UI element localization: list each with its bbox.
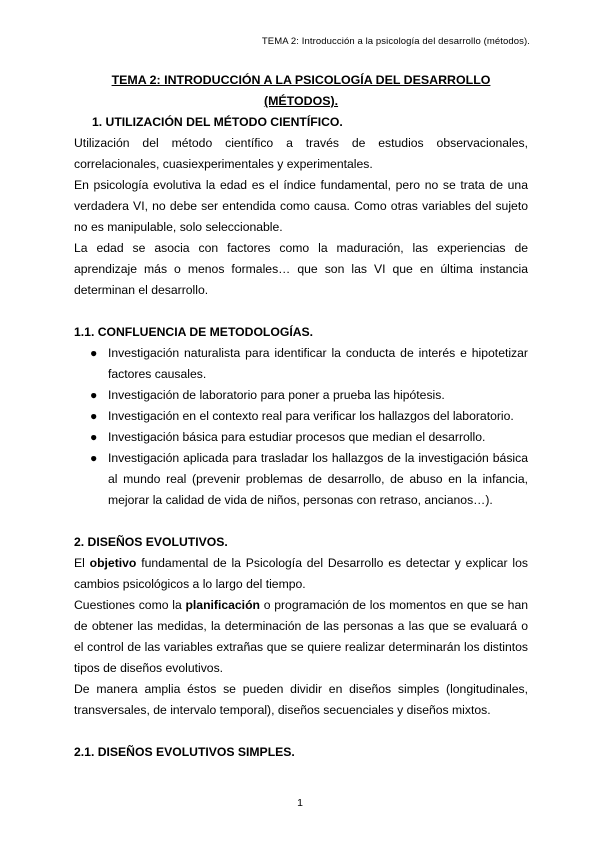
list-item: ● Investigación naturalista para identificar la conducta de interés e hipotetizar factores causales. — [108, 343, 528, 385]
page-number: 1 — [297, 797, 303, 809]
document-title: TEMA 2: INTRODUCCIÓN A LA PSICOLOGÍA DEL DESARROLLO (MÉTODOS). — [111, 73, 491, 108]
paragraph: Cuestiones como la planificación o programación de los momentos en que se han de obtener las medidas, la determinación de las personas a las que se evaluará o el control de las variables extrañas que se quiere realizar determinarán los distintos tipos de diseños evolutivos. — [74, 598, 528, 675]
document-body — [74, 70, 528, 763]
bullet-icon: ● — [90, 346, 98, 360]
bullet-icon: ● — [90, 451, 98, 465]
section-2-heading: 2. DISEÑOS EVOLUTIVOS. — [74, 535, 228, 549]
list-item: ● Investigación aplicada para trasladar los hallazgos de la investigación básica al mundo real (prevenir problemas de desarrollo, de abuso en la infancia, mejorar la calidad de vida de niños, personas con retraso, ancianos…). — [108, 448, 528, 511]
paragraph: De manera amplia éstos se pueden dividir en diseños simples (longitudinales, transversales, de intervalo temporal), diseños secuenciales y diseños mixtos. — [74, 682, 528, 717]
bullet-icon: ● — [90, 388, 98, 402]
list-item: ● Investigación en el contexto real para verificar los hallazgos del laboratorio. — [108, 406, 528, 427]
bullet-icon: ● — [90, 409, 98, 423]
paragraph: Utilización del método científico a través de estudios observacionales, correlacionales, cuasiexperimentales y experimentales. — [74, 136, 528, 171]
section-1-1-heading: 1.1. CONFLUENCIA DE METODOLOGÍAS. — [74, 325, 314, 339]
list-item: ● Investigación básica para estudiar procesos que median el desarrollo. — [108, 427, 528, 448]
paragraph: La edad se asocia con factores como la maduración, las experiencias de aprendizaje más o menos formales… que son las VI que en última instancia determinan el desarrollo. — [74, 241, 528, 297]
paragraph: En psicología evolutiva la edad es el índice fundamental, pero no se trata de una verdadera VI, no debe ser entendida como causa. Como otras variables del sujeto no es manipulable, solo seleccionable. — [74, 178, 528, 234]
running-header: TEMA 2: Introducción a la psicología del desarrollo (métodos). — [261, 36, 530, 47]
section-1-heading: 1. UTILIZACIÓN DEL MÉTODO CIENTÍFICO. — [92, 115, 343, 129]
list-item: ● Investigación de laboratorio para poner a prueba las hipótesis. — [108, 385, 528, 406]
bullet-icon: ● — [90, 430, 98, 444]
methodology-list — [74, 343, 528, 511]
section-2-1-heading: 2.1. DISEÑOS EVOLUTIVOS SIMPLES. — [74, 745, 295, 759]
paragraph: El objetivo fundamental de la Psicología del Desarrollo es detectar y explicar los cambios psicológicos a lo largo del tiempo. — [74, 556, 528, 591]
